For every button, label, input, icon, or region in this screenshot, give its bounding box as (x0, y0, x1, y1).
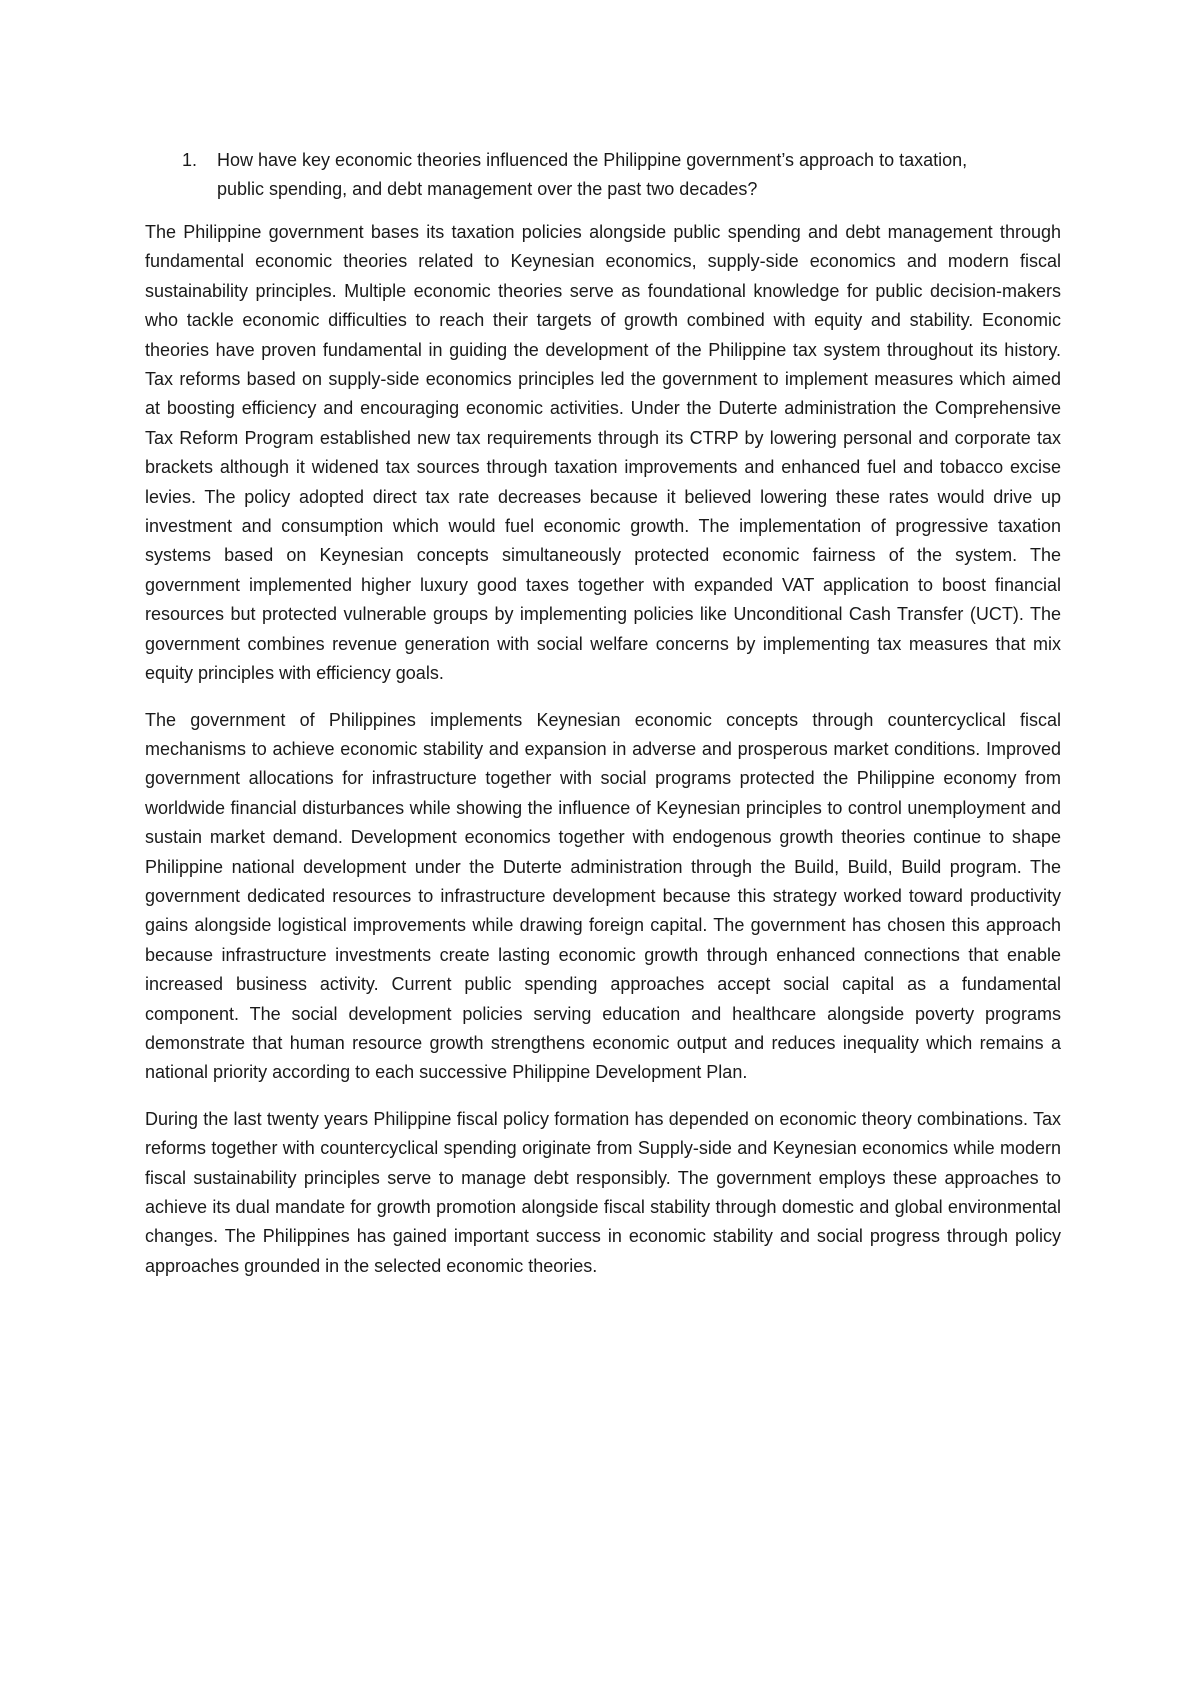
paragraph-conclusion: During the last twenty years Philippine fiscal policy formation has depended on economic theory combinations. Tax reforms together with countercyclical spending originate from Supply-side and Keynesian economics while modern fiscal sustainability principles serve to manage debt responsibly. The government employs these approaches to achieve its dual mandate for growth promotion alongside fiscal stability through domestic and global environmental changes. The Philippines has gained important success in economic stability and social progress through policy approaches grounded in the selected economic theories. (145, 1108, 1061, 1276)
document-body (145, 146, 1061, 1298)
question-number: 1. (182, 150, 198, 170)
question-item (145, 146, 1061, 204)
paragraph-spending: The government of Philippines implements Keynesian economic concepts through countercyclical fiscal mechanisms to achieve economic stability and expansion in adverse and prosperous market conditions. Improved government allocations for infrastructure together with social programs protected the Philippine economy from worldwide financial disturbances while showing the influence of Keynesian principles to control unemployment and sustain market demand. Development economics together with endogenous growth theories continue to shape Philippine national development under the Duterte administration through the Build, Build, Build program. The government dedicated resources to infrastructure development because this strategy worked toward productivity gains alongside logistical improvements while drawing foreign capital. The government has chosen this approach because infrastructure investments create lasting economic growth through enhanced connections that enable increased business activity. Current public spending approaches accept social capital as a fundamental component. The social development policies serving education and healthcare alongside poverty programs demonstrate that human resource growth strengthens economic output and reduces inequality which remains a national priority according to each successive Philippine Development Plan. (145, 709, 1061, 1083)
paragraph-taxation: The Philippine government bases its taxation policies alongside public spending and debt management through fundamental economic theories related to Keynesian economics, supply-side economics and modern fiscal sustainability principles. Multiple economic theories serve as foundational knowledge for public decision-makers who tackle economic difficulties to reach their targets of growth combined with equity and stability. Economic theories have proven fundamental in guiding the development of the Philippine tax system throughout its history. Tax reforms based on supply-side economics principles led the government to implement measures which aimed at boosting efficiency and encouraging economic activities. Under the Duterte administration the Comprehensive Tax Reform Program established new tax requirements through its CTRP by lowering personal and corporate tax brackets although it widened tax sources through taxation improvements and enhanced fuel and tobacco excise levies. The policy adopted direct tax rate decreases because it believed lowering these rates would drive up investment and consumption which would fuel economic growth. The implementation of progressive taxation systems based on Keynesian concepts simultaneously protected economic fairness of the system. The government implemented higher luxury good taxes together with expanded VAT application to boost financial resources but protected vulnerable groups by implementing policies like Unconditional Cash Transfer (UCT). The government combines revenue generation with social welfare concerns by implementing tax measures that mix equity principles with efficiency goals. (145, 222, 1061, 684)
question-text: How have key economic theories influenced the Philippine government’s approach to taxation, public spending, and debt management over the past two decades? (217, 150, 968, 199)
